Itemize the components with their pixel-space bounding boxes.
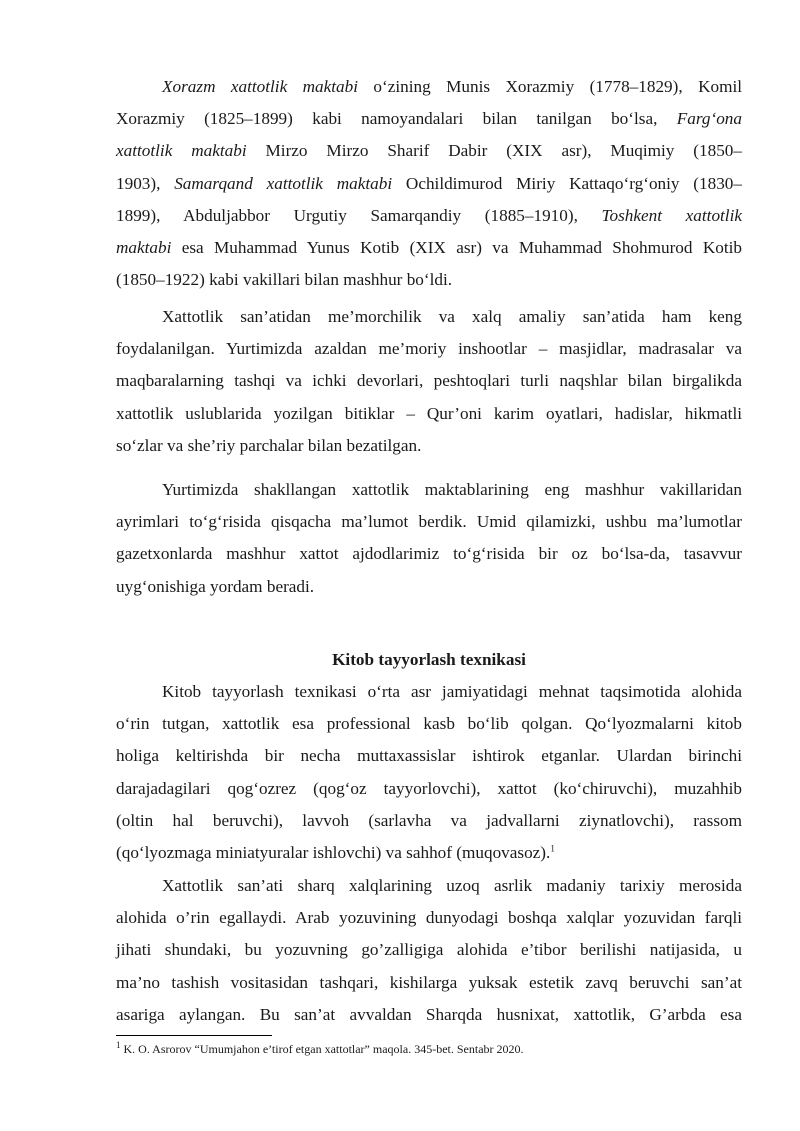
text-span: Ochildimurod Miriy Kattaqo‘rg‘oniy (1830– [392, 173, 742, 193]
text-span: asariga aylangan. Bu san’at avvaldan Sharqda husnixat, xattotlik, G’arbda esa [116, 1004, 742, 1024]
text-line [116, 404, 742, 424]
text-span: gazetxonlarda mashhur xattot ajdodlarimiz to‘g‘risida bir oz bo‘lsa-da, tasavvur [116, 544, 742, 564]
text-line [116, 141, 742, 161]
text-span: Xattotlik san’ati sharq xalqlarining uzoq asrlik madaniy tarixiy merosida [162, 876, 742, 895]
text-span: so‘zlar va she’riy parchalar bilan bezatilgan. [116, 435, 422, 455]
text-span: 1903), [116, 173, 175, 193]
text-line [116, 339, 742, 359]
text-span: Xattotlik san’atidan me’morchilik va xalq amaliy san’atida ham keng [162, 307, 742, 326]
italic-span: xattotlik maktabi [116, 141, 247, 161]
italic-span: Samarqand xattotlik maktabi [174, 173, 393, 193]
text-span: holiga keltirishda bir necha muttaxassislar ishtirok etganlar. Ulardan birinchi [116, 746, 742, 766]
italic-span: Xorazm xattotlik maktabi [162, 77, 358, 96]
text-line [116, 512, 742, 532]
text-line [116, 270, 742, 290]
italic-span: maktabi [116, 238, 172, 257]
text-span: foydalanilgan. Yurtimizda azaldan me’moriy inshootlar – masjidlar, madrasalar va [116, 339, 742, 359]
footnote-reference: 1 [550, 843, 555, 854]
text-line [116, 577, 742, 597]
text-line [162, 682, 742, 702]
text-line [116, 1005, 742, 1025]
text-line [116, 779, 742, 799]
text-line [116, 436, 742, 456]
text-span: jihati shundaki, bu yozuvning go’zalligiga alohida e’tibor berilishi natijasida, u [116, 940, 742, 960]
text-line [116, 940, 742, 960]
text-line [116, 109, 742, 129]
text-span: alohida o’rin egallaydi. Arab yozuvining dunyodagi boshqa xalqlar yozuvidan farqli [116, 908, 742, 928]
text-span: darajadagilari qog‘ozrez (qog‘oz tayyorlovchi), xattot (ko‘chiruvchi), muzahhib [116, 778, 742, 798]
italic-span: Farg‘ona [676, 109, 742, 129]
text-line [116, 714, 742, 734]
text-span: (1850–1922) kabi vakillari bilan mashhur bo‘ldi. [116, 270, 453, 290]
text-span: Mirzo Mirzo Sharif Dabir (XIX asr), Muqimiy (1850– [246, 141, 742, 161]
text-span: uyg‘onishiga yordam beradi. [116, 576, 315, 596]
text-span: esa Muhammad Yunus Kotib (XIX asr) va Muhammad Shohmurod Kotib [171, 238, 742, 257]
text-line [162, 77, 742, 97]
text-span: Xorazmiy (1825–1899) kabi namoyandalari bilan tanilgan bo‘lsa, [116, 109, 677, 129]
text-span: 1899), Abduljabbor Urgutiy Samarqandiy (1885–1910), [116, 205, 602, 225]
text-line [116, 746, 742, 766]
text-span: (qo‘lyozmaga miniatyuralar ishlovchi) va sahhof (muqovasoz). [116, 843, 551, 862]
italic-span: Toshkent xattotlik [601, 205, 742, 225]
text-span: o‘zining Munis Xorazmiy (1778–1829), Komil [358, 77, 743, 96]
text-line [116, 371, 742, 391]
text-span: ayrimlari to‘g‘risida qisqacha ma’lumot berdik. Umid qilamizki, ushbu ma’lumotlar [116, 512, 742, 532]
text-span: Yurtimizda shakllangan xattotlik maktablarining eng mashhur vakillaridan [162, 480, 742, 499]
text-span: maqbaralarning tashqi va ichki devorlari, peshtoqlari turli naqshlar bilan birgalikda [116, 371, 742, 391]
text-span: Kitob tayyorlash texnikasi o‘rta asr jamiyatidagi mehnat taqsimotida alohida [162, 682, 742, 701]
text-line [116, 973, 742, 993]
text-span: o‘rin tutgan, xattotlik esa professional kasb bo‘lib qolgan. Qo‘lyozmalarni kitob [116, 714, 742, 734]
text-span: xattotlik uslublarida yozilgan bitiklar – Qur’oni karim oyatlari, hadislar, hikmatli [116, 403, 742, 423]
text-line [116, 238, 742, 258]
text-line [116, 843, 742, 863]
text-span: (oltin hal beruvchi), lavvoh (sarlavha va jadvallarni ziynatlovchi), rassom [116, 810, 742, 830]
footnote [116, 1042, 524, 1056]
footnote-text: K. O. Asrorov “Umumjahon e’tirof etgan xattotlar” maqola. 345-bet. Sentabr 2020. [120, 1042, 524, 1056]
text-line [116, 908, 742, 928]
text-line [116, 544, 742, 564]
text-line [162, 307, 742, 327]
footnote-mark: 1 [116, 1040, 121, 1050]
text-span: ma’no tashish vositasidan tashqari, kishilarga yuksak estetik zavq beruvchi san’at [116, 972, 742, 992]
footnote-separator [116, 1035, 272, 1036]
text-line [116, 174, 742, 194]
text-line [162, 876, 742, 896]
text-line [116, 811, 742, 831]
text-line [116, 206, 742, 226]
text-line [162, 480, 742, 500]
section-heading: Kitob tayyorlash texnikasi [332, 650, 526, 669]
